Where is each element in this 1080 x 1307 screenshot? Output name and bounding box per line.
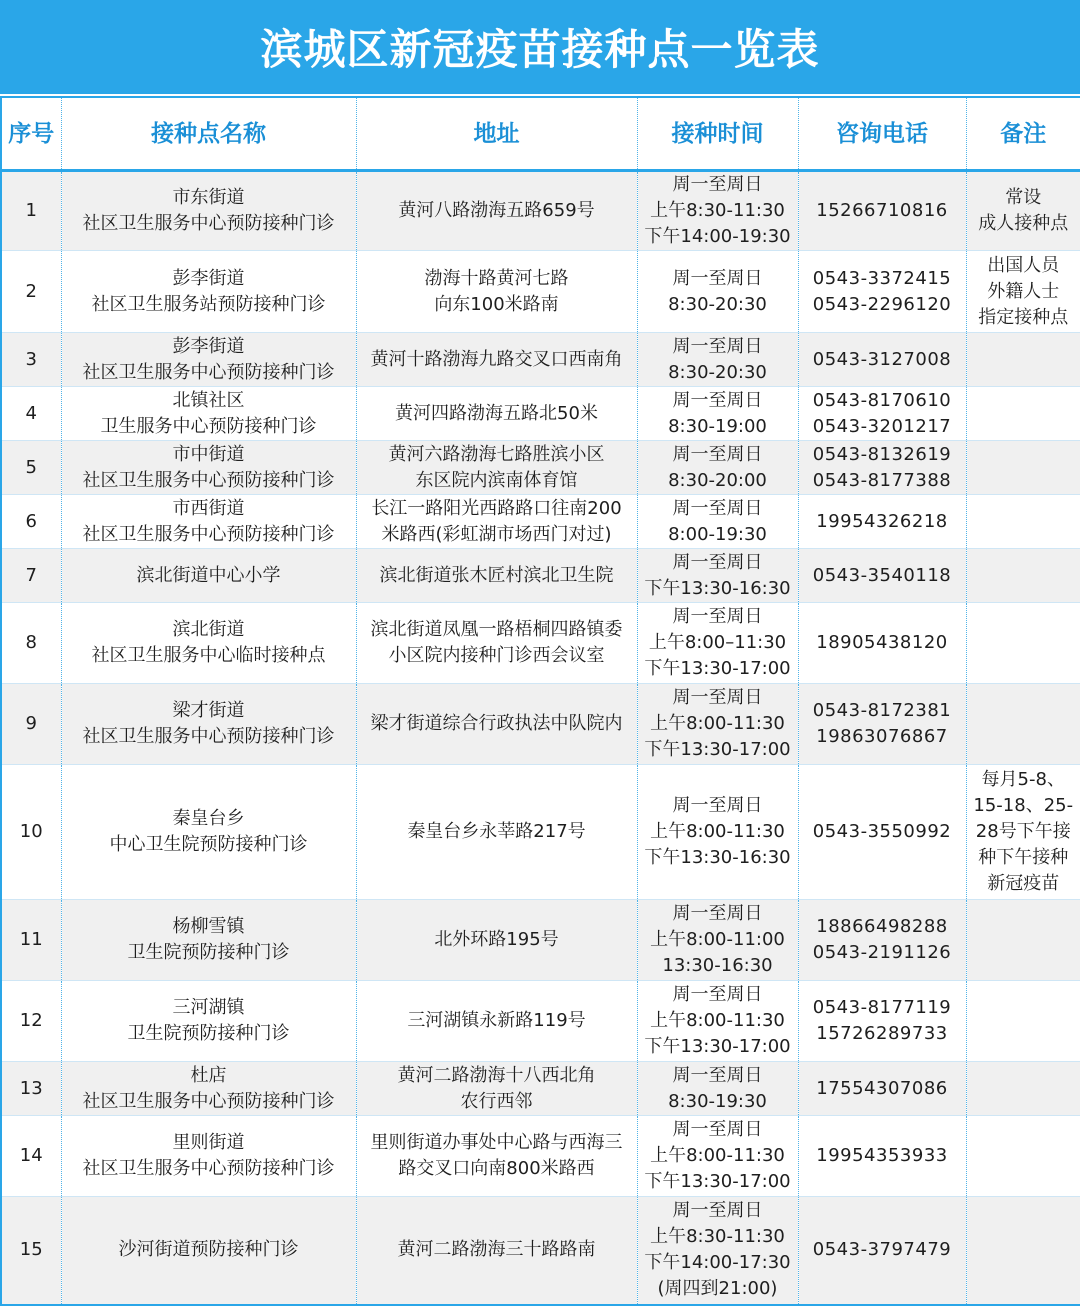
cell-note-line: 常设 bbox=[1005, 187, 1042, 208]
cell-address-line: 黄河六路渤海七路胜滨小区 bbox=[388, 443, 605, 465]
cell-phone-line: 0543-8132619 bbox=[812, 443, 952, 465]
cell-name-line: 沙河街道预防接种门诊 bbox=[118, 1239, 299, 1261]
table-row bbox=[1, 900, 1080, 981]
cell-name bbox=[61, 981, 356, 1062]
cell-time-line: 8:30-19:30 bbox=[668, 1090, 767, 1112]
cell-time-line: 周一至周日 bbox=[672, 687, 763, 708]
cell-time-line: 上午8:30-11:30 bbox=[650, 1226, 785, 1248]
cell-note bbox=[966, 441, 1080, 495]
table-row bbox=[1, 981, 1080, 1062]
cell-phone-line: 0543-2296120 bbox=[812, 293, 952, 315]
cell-address bbox=[356, 684, 637, 765]
cell-time-line: 上午8:00-11:30 bbox=[650, 713, 785, 734]
cell-phone-line: 0543-3127008 bbox=[812, 348, 952, 370]
cell-address-line: 黄河二路渤海三十路路南 bbox=[397, 1239, 596, 1261]
column-header-time: 接种时间 bbox=[637, 97, 798, 171]
cell-phone-line: 19954353933 bbox=[816, 1145, 948, 1166]
cell-address bbox=[356, 495, 637, 549]
cell-phone-line: 0543-3372415 bbox=[812, 267, 952, 289]
cell-address-line: 黄河四路渤海五路北50米 bbox=[395, 402, 598, 424]
cell-time-line: 8:00-19:30 bbox=[668, 523, 767, 545]
cell-time-line: 上午8:00-11:30 bbox=[650, 1145, 785, 1166]
cell-no: 4 bbox=[1, 387, 61, 441]
cell-name-line: 社区卫生服务中心预防接种门诊 bbox=[82, 213, 335, 234]
cell-address-line: 米路西(彩虹湖市场西门对过) bbox=[381, 523, 612, 545]
cell-name-line: 梁才街道 bbox=[172, 700, 245, 721]
table-body bbox=[1, 171, 1080, 1305]
cell-no: 15 bbox=[1, 1197, 61, 1305]
cell-phone bbox=[798, 765, 966, 900]
cell-note-line: 新冠疫苗 bbox=[987, 873, 1060, 894]
cell-no: 3 bbox=[1, 333, 61, 387]
table-row bbox=[1, 495, 1080, 549]
cell-address-line: 路交叉口向南800米路西 bbox=[398, 1158, 595, 1179]
cell-address-line: 秦皇台乡永莘路217号 bbox=[407, 821, 586, 842]
cell-address bbox=[356, 171, 637, 251]
cell-phone bbox=[798, 441, 966, 495]
cell-phone bbox=[798, 1116, 966, 1197]
cell-phone-line: 0543-3550992 bbox=[812, 821, 952, 842]
table-row bbox=[1, 441, 1080, 495]
cell-time bbox=[637, 1116, 798, 1197]
cell-note bbox=[966, 981, 1080, 1062]
cell-address-line: 梁才街道综合行政执法中队院内 bbox=[370, 713, 623, 734]
table-row bbox=[1, 387, 1080, 441]
cell-time-line: 下午13:30-17:00 bbox=[644, 658, 791, 679]
table-row bbox=[1, 171, 1080, 251]
cell-time-line: 周一至周日 bbox=[672, 606, 763, 627]
cell-note bbox=[966, 549, 1080, 603]
cell-time-line: 下午13:30-16:30 bbox=[644, 847, 791, 868]
vaccination-sites-table bbox=[0, 96, 1080, 1306]
cell-phone-line: 0543-8177388 bbox=[812, 469, 952, 491]
cell-time bbox=[637, 387, 798, 441]
table-row bbox=[1, 1116, 1080, 1197]
cell-time-line: 下午14:00-19:30 bbox=[644, 226, 791, 247]
cell-no: 13 bbox=[1, 1062, 61, 1116]
cell-address bbox=[356, 765, 637, 900]
cell-name-line: 卫生院预防接种门诊 bbox=[127, 942, 290, 963]
cell-no: 5 bbox=[1, 441, 61, 495]
column-header-note: 备注 bbox=[966, 97, 1080, 171]
cell-name bbox=[61, 900, 356, 981]
table-row bbox=[1, 1197, 1080, 1305]
cell-phone-line: 0543-8170610 bbox=[812, 389, 952, 411]
cell-no: 14 bbox=[1, 1116, 61, 1197]
column-header-name: 接种点名称 bbox=[61, 97, 356, 171]
cell-name-line: 社区卫生服务中心预防接种门诊 bbox=[82, 1090, 335, 1112]
cell-address-line: 东区院内滨南体育馆 bbox=[415, 469, 578, 491]
cell-time bbox=[637, 900, 798, 981]
table-header-row bbox=[1, 97, 1080, 171]
cell-phone bbox=[798, 171, 966, 251]
cell-phone bbox=[798, 1062, 966, 1116]
cell-time-line: 下午13:30-16:30 bbox=[644, 577, 791, 599]
cell-no: 2 bbox=[1, 251, 61, 333]
cell-time-line: 8:30-20:00 bbox=[668, 469, 767, 491]
cell-phone bbox=[798, 1197, 966, 1305]
cell-name-line: 三河湖镇 bbox=[172, 997, 245, 1018]
cell-time bbox=[637, 171, 798, 251]
cell-name bbox=[61, 603, 356, 684]
cell-address bbox=[356, 1197, 637, 1305]
cell-time bbox=[637, 549, 798, 603]
cell-name bbox=[61, 171, 356, 251]
cell-time-line: 下午14:00-17:30 bbox=[644, 1252, 791, 1274]
table-row bbox=[1, 549, 1080, 603]
cell-note bbox=[966, 333, 1080, 387]
cell-note bbox=[966, 765, 1080, 900]
cell-name-line: 卫生服务中心预防接种门诊 bbox=[100, 415, 317, 437]
cell-time-line: 8:30-19:00 bbox=[668, 415, 767, 437]
cell-name-line: 彭李街道 bbox=[172, 267, 245, 289]
cell-address-line: 农行西邻 bbox=[460, 1090, 533, 1112]
cell-time bbox=[637, 765, 798, 900]
cell-address-line: 长江一路阳光西路路口往南200 bbox=[371, 497, 622, 519]
cell-time-line: 下午13:30-17:00 bbox=[644, 739, 791, 760]
cell-time bbox=[637, 981, 798, 1062]
cell-note bbox=[966, 495, 1080, 549]
cell-name bbox=[61, 765, 356, 900]
cell-time-line: 周一至周日 bbox=[672, 795, 763, 816]
cell-note-line: 种下午接种 bbox=[978, 847, 1069, 868]
cell-note bbox=[966, 1197, 1080, 1305]
cell-address bbox=[356, 387, 637, 441]
cell-name bbox=[61, 251, 356, 333]
cell-phone-line: 19863076867 bbox=[816, 726, 948, 747]
cell-note bbox=[966, 1062, 1080, 1116]
cell-address-line: 滨北街道张木匠村滨北卫生院 bbox=[379, 564, 614, 586]
cell-address-line: 北外环路195号 bbox=[434, 929, 559, 950]
column-header-no: 序号 bbox=[1, 97, 61, 171]
cell-time-line: 周一至周日 bbox=[672, 1200, 763, 1222]
cell-phone bbox=[798, 981, 966, 1062]
cell-no: 6 bbox=[1, 495, 61, 549]
cell-phone bbox=[798, 387, 966, 441]
cell-time bbox=[637, 684, 798, 765]
column-header-phone: 咨询电话 bbox=[798, 97, 966, 171]
cell-address bbox=[356, 981, 637, 1062]
cell-no: 10 bbox=[1, 765, 61, 900]
cell-name-line: 市东街道 bbox=[172, 187, 245, 208]
cell-time-line: 8:30-20:30 bbox=[668, 361, 767, 383]
cell-name bbox=[61, 549, 356, 603]
cell-no: 9 bbox=[1, 684, 61, 765]
cell-phone bbox=[798, 549, 966, 603]
cell-note-line: 28号下午接 bbox=[975, 821, 1071, 842]
cell-phone bbox=[798, 251, 966, 333]
cell-note bbox=[966, 900, 1080, 981]
cell-time bbox=[637, 251, 798, 333]
cell-phone-line: 15726289733 bbox=[816, 1023, 948, 1044]
cell-note-line: 外籍人士 bbox=[987, 280, 1060, 302]
cell-address bbox=[356, 1116, 637, 1197]
cell-address-line: 三河湖镇永新路119号 bbox=[407, 1010, 586, 1031]
table-row bbox=[1, 251, 1080, 333]
cell-address-line: 黄河十路渤海九路交叉口西南角 bbox=[370, 348, 623, 370]
cell-time-line: 周一至周日 bbox=[672, 267, 763, 289]
cell-phone-line: 0543-3797479 bbox=[812, 1239, 952, 1261]
cell-name-line: 秦皇台乡 bbox=[172, 808, 245, 829]
cell-phone bbox=[798, 333, 966, 387]
cell-time-line: 上午8:00-11:30 bbox=[650, 1010, 785, 1031]
cell-name bbox=[61, 1116, 356, 1197]
cell-name-line: 社区卫生服务中心预防接种门诊 bbox=[82, 1158, 335, 1179]
cell-address bbox=[356, 603, 637, 684]
cell-note bbox=[966, 171, 1080, 251]
cell-time-line: 8:30-20:30 bbox=[668, 293, 767, 315]
cell-no: 11 bbox=[1, 900, 61, 981]
cell-time-line: 13:30-16:30 bbox=[662, 955, 773, 976]
cell-no: 1 bbox=[1, 171, 61, 251]
cell-phone-line: 0543-8177119 bbox=[812, 997, 952, 1018]
cell-note-line: 成人接种点 bbox=[978, 213, 1069, 234]
cell-note bbox=[966, 684, 1080, 765]
cell-address-line: 里则街道办事处中心路与西海三 bbox=[370, 1132, 623, 1153]
cell-address-line: 小区院内接种门诊西会议室 bbox=[388, 645, 605, 666]
cell-name-line: 里则街道 bbox=[172, 1132, 245, 1153]
cell-name-line: 卫生院预防接种门诊 bbox=[127, 1023, 290, 1044]
cell-time-line: 上午8:30-11:30 bbox=[650, 200, 785, 221]
cell-name-line: 社区卫生服务中心临时接种点 bbox=[91, 645, 326, 666]
table-row bbox=[1, 603, 1080, 684]
cell-note bbox=[966, 387, 1080, 441]
cell-phone-line: 18866498288 bbox=[816, 916, 948, 937]
cell-note-line: 出国人员 bbox=[987, 254, 1060, 276]
cell-name-line: 社区卫生服务中心预防接种门诊 bbox=[82, 523, 335, 545]
cell-name-line: 杨柳雪镇 bbox=[172, 916, 245, 937]
cell-time-line: 周一至周日 bbox=[672, 1119, 763, 1140]
cell-name bbox=[61, 684, 356, 765]
cell-address bbox=[356, 900, 637, 981]
cell-address bbox=[356, 333, 637, 387]
table-row bbox=[1, 684, 1080, 765]
table-row bbox=[1, 765, 1080, 900]
cell-name bbox=[61, 333, 356, 387]
cell-phone bbox=[798, 684, 966, 765]
cell-time-line: 周一至周日 bbox=[672, 335, 763, 357]
cell-note-line: 指定接种点 bbox=[978, 306, 1069, 328]
cell-time-line: (周四到21:00) bbox=[657, 1278, 778, 1300]
cell-phone-line: 18905438120 bbox=[816, 632, 948, 653]
cell-no: 8 bbox=[1, 603, 61, 684]
cell-time bbox=[637, 441, 798, 495]
cell-no: 7 bbox=[1, 549, 61, 603]
cell-time bbox=[637, 333, 798, 387]
cell-time-line: 上午8:00-11:00 bbox=[650, 929, 785, 950]
cell-phone-line: 0543-3201217 bbox=[812, 415, 952, 437]
cell-name-line: 北镇社区 bbox=[172, 389, 245, 411]
cell-time-line: 周一至周日 bbox=[672, 174, 763, 195]
table-row bbox=[1, 333, 1080, 387]
cell-time-line: 周一至周日 bbox=[672, 389, 763, 411]
page-title: 滨城区新冠疫苗接种点一览表 bbox=[0, 0, 1080, 94]
cell-phone bbox=[798, 603, 966, 684]
cell-note bbox=[966, 603, 1080, 684]
cell-time-line: 上午8:00–11:30 bbox=[648, 632, 787, 653]
cell-address bbox=[356, 441, 637, 495]
cell-time-line: 周一至周日 bbox=[672, 497, 763, 519]
cell-time-line: 周一至周日 bbox=[672, 551, 763, 573]
cell-address bbox=[356, 251, 637, 333]
cell-time-line: 下午13:30-17:00 bbox=[644, 1036, 791, 1057]
cell-time-line: 周一至周日 bbox=[672, 903, 763, 924]
cell-phone-line: 0543-2191126 bbox=[812, 942, 952, 963]
cell-time bbox=[637, 1197, 798, 1305]
cell-time-line: 上午8:00-11:30 bbox=[650, 821, 785, 842]
cell-name-line: 市西街道 bbox=[172, 497, 245, 519]
cell-name-line: 彭李街道 bbox=[172, 335, 245, 357]
cell-name-line: 社区卫生服务站预防接种门诊 bbox=[91, 293, 326, 315]
cell-name bbox=[61, 387, 356, 441]
cell-note bbox=[966, 251, 1080, 333]
cell-name bbox=[61, 1062, 356, 1116]
column-header-address: 地址 bbox=[356, 97, 637, 171]
cell-note bbox=[966, 1116, 1080, 1197]
cell-time-line: 周一至周日 bbox=[672, 984, 763, 1005]
cell-name-line: 社区卫生服务中心预防接种门诊 bbox=[82, 361, 335, 383]
table-row bbox=[1, 1062, 1080, 1116]
cell-time bbox=[637, 1062, 798, 1116]
cell-address-line: 滨北街道凤凰一路梧桐四路镇委 bbox=[370, 619, 623, 640]
cell-address-line: 黄河二路渤海十八西北角 bbox=[397, 1064, 596, 1086]
cell-name-line: 滨北街道 bbox=[172, 619, 245, 640]
cell-phone bbox=[798, 495, 966, 549]
cell-time-line: 周一至周日 bbox=[672, 1064, 763, 1086]
cell-name bbox=[61, 1197, 356, 1305]
cell-no: 12 bbox=[1, 981, 61, 1062]
cell-phone-line: 19954326218 bbox=[816, 510, 948, 532]
cell-address bbox=[356, 549, 637, 603]
cell-time bbox=[637, 603, 798, 684]
cell-name-line: 中心卫生院预防接种门诊 bbox=[109, 834, 308, 855]
cell-name bbox=[61, 441, 356, 495]
cell-time-line: 周一至周日 bbox=[672, 443, 763, 465]
cell-address-line: 渤海十路黄河七路 bbox=[424, 267, 569, 289]
cell-name bbox=[61, 495, 356, 549]
cell-time bbox=[637, 495, 798, 549]
cell-note-line: 15-18、25- bbox=[973, 795, 1074, 816]
cell-name-line: 杜店 bbox=[190, 1064, 227, 1086]
cell-name-line: 社区卫生服务中心预防接种门诊 bbox=[82, 469, 335, 491]
cell-name-line: 滨北街道中心小学 bbox=[136, 564, 281, 586]
cell-note-line: 每月5-8、 bbox=[981, 769, 1065, 790]
cell-phone-line: 15266710816 bbox=[816, 200, 948, 221]
cell-time-line: 下午13:30-17:00 bbox=[644, 1171, 791, 1192]
cell-address-line: 向东100米路南 bbox=[434, 293, 559, 315]
cell-address-line: 黄河八路渤海五路659号 bbox=[398, 200, 595, 221]
cell-name-line: 社区卫生服务中心预防接种门诊 bbox=[82, 726, 335, 747]
cell-phone bbox=[798, 900, 966, 981]
cell-address bbox=[356, 1062, 637, 1116]
cell-phone-line: 0543-8172381 bbox=[812, 700, 952, 721]
cell-phone-line: 17554307086 bbox=[816, 1077, 948, 1099]
cell-phone-line: 0543-3540118 bbox=[812, 564, 952, 586]
cell-name-line: 市中街道 bbox=[172, 443, 245, 465]
